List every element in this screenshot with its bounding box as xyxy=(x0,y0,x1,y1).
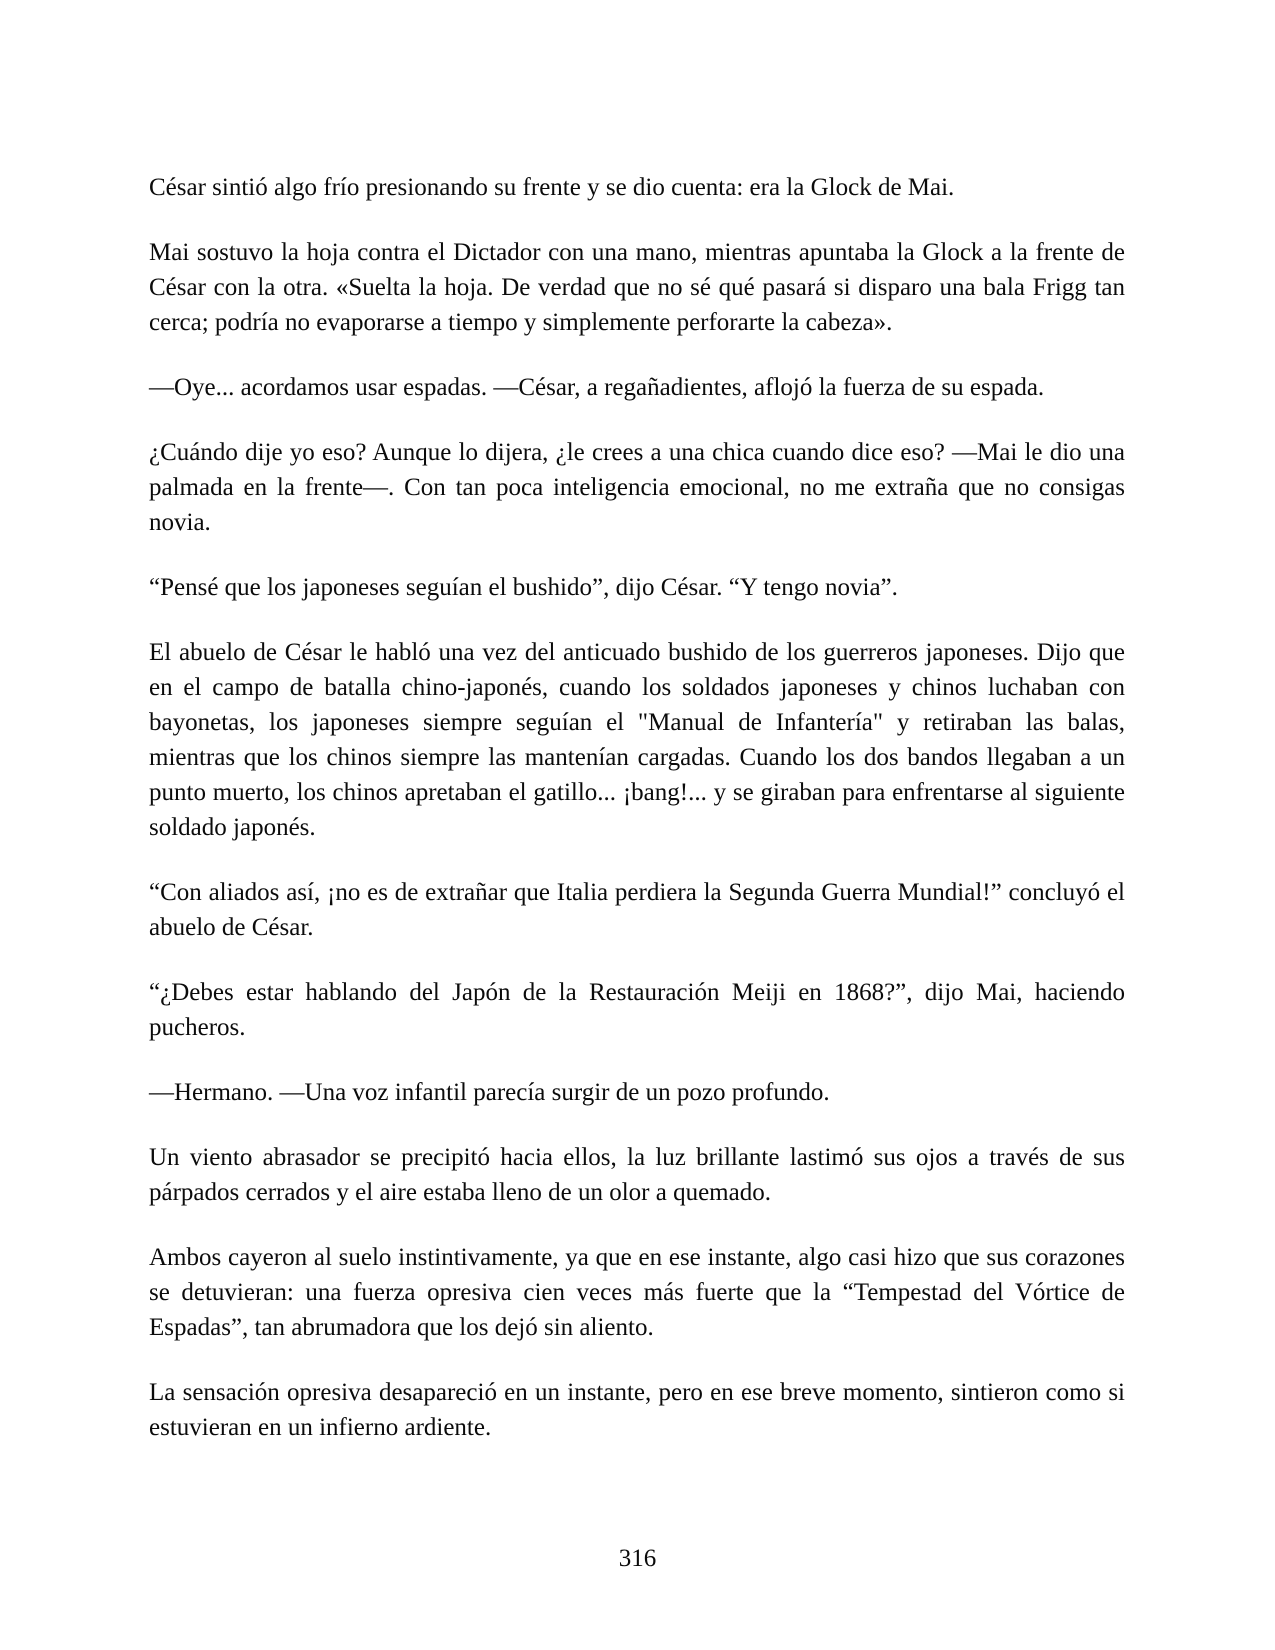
paragraph: —Oye... acordamos usar espadas. —César, a regañadientes, aflojó la fuerza de su espada. xyxy=(149,374,1045,401)
paragraph: —Hermano. —Una voz infantil parecía surgir de un pozo profundo. xyxy=(149,1079,830,1106)
paragraph: “¿Debes estar hablando del Japón de la Restauración Meiji en 1868?”, dijo Mai, haciendo pucheros. xyxy=(149,979,1125,1041)
page-footer xyxy=(0,1541,1275,1576)
paragraph: Ambos cayeron al suelo instintivamente, ya que en ese instante, algo casi hizo que sus corazones se detuvieran: una fuerza opresiva cien veces más fuerte que la “Tempestad del Vórtice de Espadas”, tan abrumadora que los dejó sin aliento. xyxy=(149,1244,1125,1341)
paragraph: El abuelo de César le habló una vez del anticuado bushido de los guerreros japoneses. Dijo que en el campo de batalla chino-japonés, cuando los soldados japoneses y chinos luchaban con bayonetas, los japoneses siempre seguían el "Manual de Infantería" y retiraban las balas, mientras que los chinos siempre las mantenían cargadas. Cuando los dos bandos llegaban a un punto muerto, los chinos apretaban el gatillo... ¡bang!... y se giraban para enfrentarse al siguiente soldado japonés. xyxy=(149,639,1125,841)
paragraph: ¿Cuándo dije yo eso? Aunque lo dijera, ¿le crees a una chica cuando dice eso? —Mai le dio una palmada en la frente—. Con tan poca inteligencia emocional, no me extraña que no consigas novia. xyxy=(149,439,1125,536)
paragraph: “Con aliados así, ¡no es de extrañar que Italia perdiera la Segunda Guerra Mundial!” concluyó el abuelo de César. xyxy=(149,879,1125,941)
paragraph: Un viento abrasador se precipitó hacia ellos, la luz brillante lastimó sus ojos a través de sus párpados cerrados y el aire estaba lleno de un olor a quemado. xyxy=(149,1144,1125,1206)
paragraph: Mai sostuvo la hoja contra el Dictador con una mano, mientras apuntaba la Glock a la frente de César con la otra. «Suelta la hoja. De verdad que no sé qué pasará si disparo una bala Frigg tan cerca; podría no evaporarse a tiempo y simplemente perforarte la cabeza». xyxy=(149,239,1125,336)
page-number: 316 xyxy=(618,1545,657,1572)
paragraph: César sintió algo frío presionando su frente y se dio cuenta: era la Glock de Mai. xyxy=(149,174,955,201)
paragraph: “Pensé que los japoneses seguían el bushido”, dijo César. “Y tengo novia”. xyxy=(149,574,898,601)
paragraph: La sensación opresiva desapareció en un instante, pero en ese breve momento, sintieron como si estuvieran en un infierno ardiente. xyxy=(149,1379,1125,1441)
page-body xyxy=(149,170,1125,1475)
